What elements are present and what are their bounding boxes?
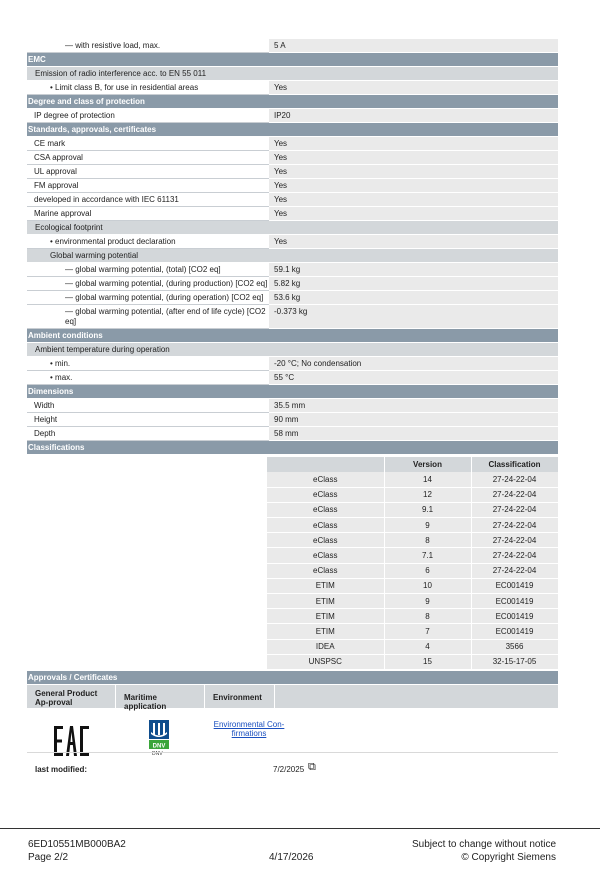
- spec-table: [27, 39, 558, 455]
- spec-value: Yes: [269, 235, 558, 249]
- spec-value: 59.1 kg: [269, 263, 558, 277]
- section-header: EMC: [27, 53, 558, 67]
- class-cell: 27-24-22-04: [471, 518, 558, 533]
- class-cell: 7: [384, 624, 471, 639]
- class-cell: EC001419: [471, 609, 558, 624]
- classifications-table: [267, 457, 559, 670]
- dnv-logo-icon: [149, 720, 169, 750]
- tab-general-product-approval: General Product Ap-proval: [27, 685, 116, 708]
- environmental-confirmations-link[interactable]: Environmental Con-firmations: [213, 720, 285, 738]
- datasheet-page: [27, 39, 558, 788]
- subject-to-change: Subject to change without notice: [412, 839, 556, 850]
- class-cell: 32-15-17-05: [471, 654, 558, 669]
- table-row: [267, 609, 558, 624]
- spec-label: • environmental product declaration: [50, 237, 176, 246]
- spec-label: — global warming potential, (during operation) [CO2 eq]: [65, 293, 264, 302]
- class-cell: 4: [384, 639, 471, 654]
- subsection-header: Emission of radio interference acc. to EN 55 011: [27, 67, 558, 81]
- spec-row: [27, 165, 558, 179]
- section-header: Degree and class of protection: [27, 95, 558, 109]
- class-cell: ETIM: [267, 578, 384, 593]
- spec-value: Yes: [269, 81, 558, 95]
- table-row: [267, 518, 558, 533]
- class-cell: eClass: [267, 563, 384, 578]
- spec-value: 5.82 kg: [269, 277, 558, 291]
- spec-row: [27, 193, 558, 207]
- spec-label: Width: [34, 401, 55, 410]
- table-row: [267, 654, 558, 669]
- spec-row: [27, 151, 558, 165]
- class-cell: 14: [384, 472, 471, 487]
- class-cell: 12: [384, 487, 471, 502]
- spec-row: [27, 109, 558, 123]
- spec-label: • min.: [50, 359, 70, 368]
- spec-row: [27, 263, 558, 277]
- class-cell: 10: [384, 578, 471, 593]
- table-row: [267, 578, 558, 593]
- table-row: [267, 472, 558, 487]
- spec-row: [27, 207, 558, 221]
- spec-label: • Limit class B, for use in residential areas: [50, 83, 198, 92]
- class-cell: eClass: [267, 548, 384, 563]
- print-date: 4/17/2026: [269, 852, 314, 863]
- class-cell: 8: [384, 609, 471, 624]
- spec-row: [27, 39, 558, 53]
- class-cell: 9.1: [384, 502, 471, 517]
- spec-value: 35.5 mm: [269, 399, 558, 413]
- spec-row: [27, 95, 558, 109]
- section-header: Dimensions: [27, 385, 558, 399]
- class-cell: 27-24-22-04: [471, 487, 558, 502]
- copyright: © Copyright Siemens: [461, 852, 556, 863]
- table-row: [267, 487, 558, 502]
- tab-environment: Environment: [205, 685, 275, 708]
- spec-row: [27, 179, 558, 193]
- classifications-block: [27, 455, 558, 670]
- order-number: 6ED10551MB000BA2: [28, 839, 126, 850]
- spec-label: developed in accordance with IEC 61131: [34, 195, 179, 204]
- spec-value: -20 °C; No condensation: [269, 357, 558, 371]
- spec-row: [27, 399, 558, 413]
- spec-row: [27, 53, 558, 67]
- spec-row: [27, 67, 558, 81]
- spec-row: [27, 221, 558, 235]
- spec-row: [27, 329, 558, 343]
- approvals-tabs: [27, 684, 558, 711]
- spec-value: Yes: [269, 207, 558, 221]
- spec-label: FM approval: [34, 181, 79, 190]
- table-row: [267, 594, 558, 609]
- table-row: [267, 548, 558, 563]
- spec-value: -0.373 kg: [269, 305, 558, 329]
- page-number: Page 2/2: [28, 852, 69, 863]
- section-header: Standards, approvals, certificates: [27, 123, 558, 137]
- class-cell: 27-24-22-04: [471, 472, 558, 487]
- class-cell: 27-24-22-04: [471, 563, 558, 578]
- class-cell: eClass: [267, 533, 384, 548]
- spec-row: [27, 385, 558, 399]
- spec-label: IP degree of protection: [34, 111, 115, 120]
- spec-row: [27, 343, 558, 357]
- last-modified-label: last modified:: [35, 765, 88, 774]
- svg-text:DNV: DNV: [152, 743, 166, 750]
- spec-row: [27, 235, 558, 249]
- spec-value: 53.6 kg: [269, 291, 558, 305]
- class-cell: eClass: [267, 472, 384, 487]
- spec-row: [27, 441, 558, 455]
- class-header-classification: Classification: [471, 457, 558, 472]
- spec-row: [27, 371, 558, 385]
- section-header: Ambient conditions: [27, 329, 558, 343]
- class-cell: 7.1: [384, 548, 471, 563]
- spec-value: Yes: [269, 179, 558, 193]
- spec-label: Marine approval: [34, 209, 92, 218]
- spec-row: [27, 427, 558, 441]
- spec-label: — with resistive load, max.: [65, 41, 161, 50]
- spec-row: [27, 137, 558, 151]
- spec-value: 55 °C: [269, 371, 558, 385]
- class-cell: ETIM: [267, 594, 384, 609]
- table-row: [267, 639, 558, 654]
- subsection-header: Global warming potential: [27, 249, 558, 263]
- class-cell: EC001419: [471, 594, 558, 609]
- class-cell: EC001419: [471, 578, 558, 593]
- spec-label: UL approval: [34, 167, 77, 176]
- dnv-label: DNV: [152, 751, 163, 757]
- class-header-system: [267, 457, 384, 472]
- class-cell: 9: [384, 518, 471, 533]
- spec-label: CE mark: [34, 139, 66, 148]
- class-cell: 3566: [471, 639, 558, 654]
- class-cell: UNSPSC: [267, 654, 384, 669]
- external-link-icon[interactable]: ⧉: [308, 761, 316, 773]
- spec-row: [27, 277, 558, 291]
- spec-label: Height: [34, 415, 58, 424]
- spec-label: — global warming potential, (total) [CO2 eq]: [65, 265, 221, 274]
- spec-label: — global warming potential, (during production) [CO2 eq]: [65, 279, 268, 288]
- class-cell: eClass: [267, 487, 384, 502]
- class-cell: 9: [384, 594, 471, 609]
- page-footer: [0, 828, 600, 870]
- last-modified-value: 7/2/2025: [273, 765, 305, 774]
- spec-row: [27, 249, 558, 263]
- spec-row: [27, 81, 558, 95]
- table-row: [267, 563, 558, 578]
- spec-value: IP20: [269, 109, 558, 123]
- spec-label: CSA approval: [34, 153, 83, 162]
- class-cell: 6: [384, 563, 471, 578]
- approvals-header: Approvals / Certificates: [27, 671, 558, 684]
- subsection-header: Ambient temperature during operation: [27, 343, 558, 357]
- spec-value: Yes: [269, 165, 558, 179]
- section-header: Classifications: [27, 441, 558, 455]
- class-cell: IDEA: [267, 639, 384, 654]
- table-row: [267, 502, 558, 517]
- spec-value: Yes: [269, 193, 558, 207]
- tab-maritime-application: Maritime application: [116, 685, 205, 708]
- class-cell: EC001419: [471, 624, 558, 639]
- spec-row: [27, 291, 558, 305]
- subsection-header: Ecological footprint: [27, 221, 558, 235]
- spec-label: • max.: [50, 373, 72, 382]
- spec-row: [27, 123, 558, 137]
- table-row: [267, 533, 558, 548]
- spec-row: [27, 305, 558, 329]
- spec-row: [27, 413, 558, 427]
- class-cell: eClass: [267, 518, 384, 533]
- class-cell: 27-24-22-04: [471, 533, 558, 548]
- class-cell: eClass: [267, 502, 384, 517]
- class-cell: ETIM: [267, 609, 384, 624]
- class-cell: ETIM: [267, 624, 384, 639]
- class-header-version: Version: [384, 457, 471, 472]
- spec-value: 90 mm: [269, 413, 558, 427]
- spec-value: Yes: [269, 137, 558, 151]
- spec-label: — global warming potential, (after end of life cycle) [CO2 eq]: [65, 307, 266, 326]
- spec-value: 5 A: [269, 39, 558, 53]
- class-cell: 27-24-22-04: [471, 502, 558, 517]
- spec-row: [27, 357, 558, 371]
- table-row: [267, 624, 558, 639]
- spec-value: 58 mm: [269, 427, 558, 441]
- spec-value: Yes: [269, 151, 558, 165]
- class-cell: 15: [384, 654, 471, 669]
- class-cell: 27-24-22-04: [471, 548, 558, 563]
- last-modified-row: [27, 752, 558, 782]
- spec-label: Depth: [34, 429, 56, 438]
- class-cell: 8: [384, 533, 471, 548]
